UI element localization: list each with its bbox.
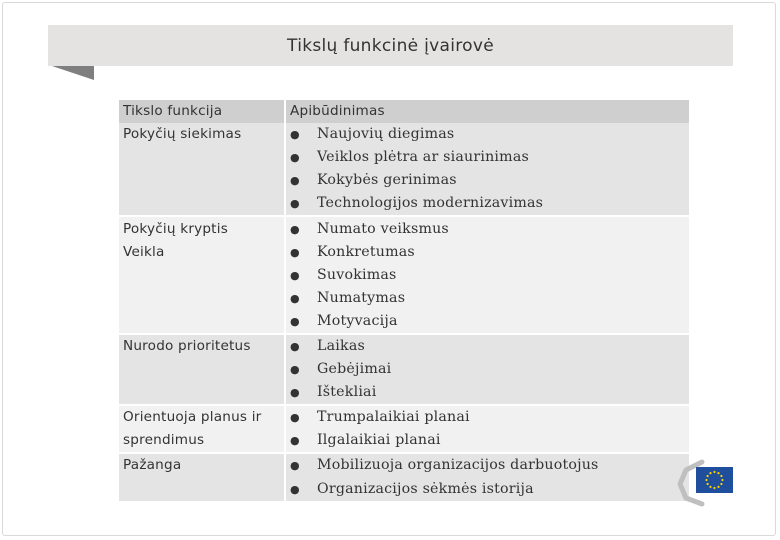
page-title: Tikslų funkcinė įvairovė [287,35,494,56]
table-row: ● Kokybės gerinimas [119,169,689,192]
goal-functions-table [119,100,689,501]
header-description: Apibūdinimas [285,100,689,123]
bullet-icon: ● [290,459,300,473]
title-bar [48,25,733,66]
bullet-icon: ● [290,151,300,165]
bullet-icon: ● [290,291,300,305]
table-row: Orientuoja planus ir ● Trumpalaikiai planai [119,405,689,429]
table-row: sprendimus ● Ilgalaikiai planai [119,429,689,453]
table-row: Pokyčių siekimas ● Naujovių diegimas [119,123,689,146]
table-row: Pažanga ● Mobilizuoja organizacijos darbuotojus [119,453,689,477]
bullet-icon: ● [290,386,300,400]
table-row: Veikla ● Konkretumas [119,241,689,264]
table-row: ● Gebėjimai [119,358,689,381]
bullet-icon: ● [290,339,300,353]
title-tab-decoration [52,66,94,80]
bullet-icon: ● [290,363,300,377]
header-function: Tikslo funkcija [119,100,285,123]
table-row: ● Motyvacija [119,310,689,334]
bullet-icon: ● [290,482,300,496]
bullet-icon: ● [290,245,300,259]
table-row: ● Organizacijos sėkmės istorija [119,478,689,501]
table-row: ● Suvokimas [119,264,689,287]
bullet-icon: ● [290,411,300,425]
table-row: ● Numatymas [119,287,689,310]
bullet-icon: ● [290,174,300,188]
table-row: ● Technologijos modernizavimas [119,192,689,216]
bullet-icon: ● [290,314,300,328]
bullet-icon: ● [290,268,300,282]
bullet-icon: ● [290,197,300,211]
table-row: Nurodo prioritetus ● Laikas [119,334,689,358]
table-row: ● Ištekliai [119,381,689,405]
table-header-row [119,100,689,123]
bullet-icon: ● [290,434,300,448]
table-row: ● Veiklos plėtra ar siaurinimas [119,146,689,169]
bullet-icon: ● [290,222,300,236]
eu-flag-logo [676,458,736,508]
table-row: Pokyčių kryptis ● Numato veiksmus [119,216,689,240]
bullet-icon: ● [290,128,300,142]
